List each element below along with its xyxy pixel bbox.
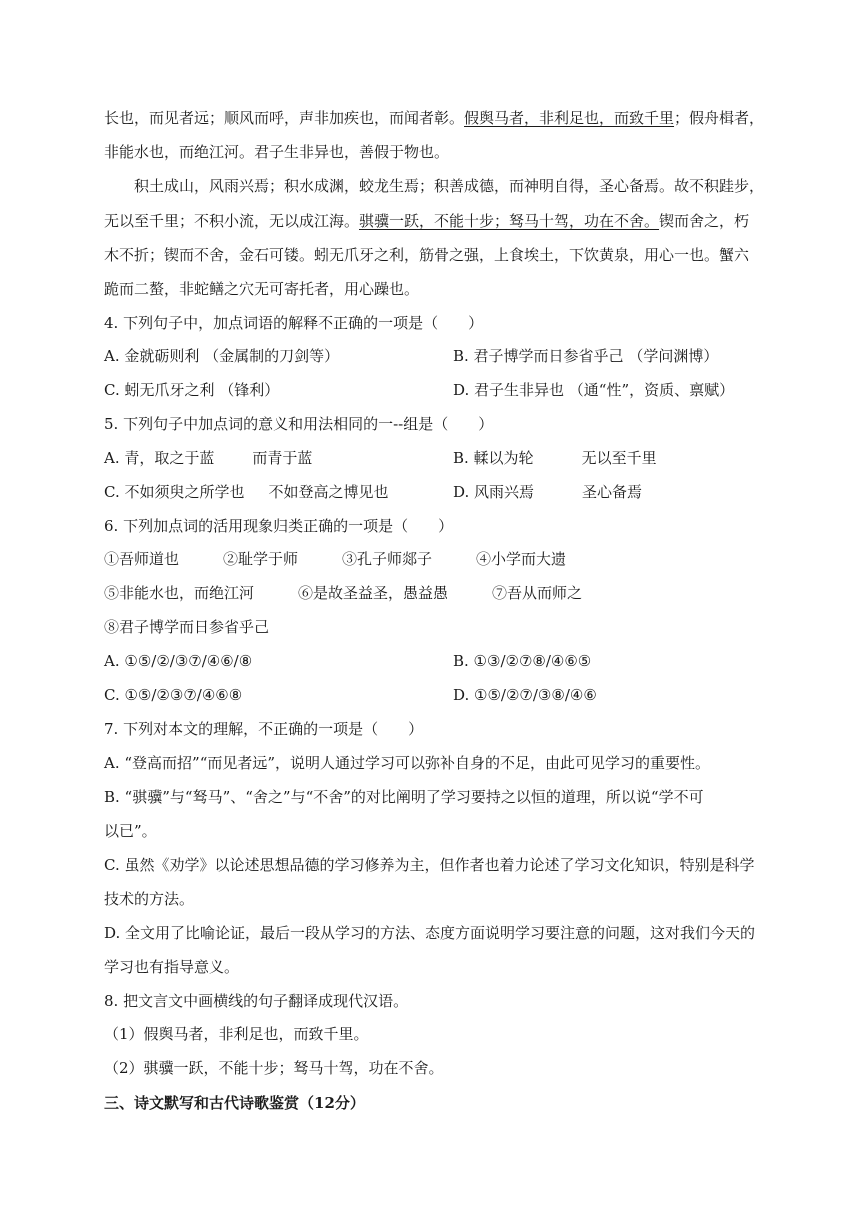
question-7-stem: 7. 下列对本文的理解，不正确的一项是（ ）: [104, 720, 424, 738]
item: ①吾师道也: [104, 550, 180, 568]
question-6-option-b: B. ①③/②⑦⑧/④⑥⑤: [453, 652, 592, 670]
passage-line: 跪而二螯，非蛇鳝之穴无可寄托者，用心躁也。: [104, 280, 420, 298]
question-7-option-c-line-1: C. 虽然《劝学》以论述思想品德的学习修养为主，但作者也着力论述了学习文化知识，特别是科学: [104, 856, 755, 874]
item: ⑦吾从而师之: [492, 584, 583, 602]
item: ④小学而大遗: [476, 550, 567, 568]
option-part: D. 风雨兴焉: [453, 483, 535, 501]
question-5-option-a: [104, 448, 312, 468]
question-6-stem: 6. 下列加点词的活用现象归类正确的一项是（ ）: [104, 517, 454, 535]
question-7-option-c-line-2: 技术的方法。: [104, 890, 195, 908]
passage-line: 积土成山，风雨兴焉；积水成渊，蛟龙生焉；积善成德，而神明自得，圣心备焉。故不积跬步，: [134, 177, 765, 195]
question-6-items-row-2: [104, 583, 582, 603]
option-part: A. 青，取之于蓝: [104, 449, 215, 467]
passage-line: [104, 108, 764, 128]
underlined-sentence-1: 假舆马者，非利足也，而致千里: [464, 109, 675, 127]
question-4-option-b: B. 君子博学而日参省乎己 （学问渊博）: [453, 347, 719, 365]
underlined-sentence-2: 骐骥一跃，不能十步；驽马十驾，功在不舍。: [359, 212, 660, 230]
item: ③孔子师郯子: [342, 550, 433, 568]
passage-line: 木不折；锲而不舍，金石可镂。蚓无爪牙之利，筋骨之强，上食埃土，下饮黄泉，用心一也。蟹六: [104, 246, 750, 264]
question-4-option-a: A. 金就砺则利 （金属制的刀剑等）: [104, 347, 340, 365]
passage-text: 长也，而见者远；顺风而呼，声非加疾也，而闻者彰。: [104, 109, 465, 127]
item: ⑤非能水也，而绝江河: [104, 584, 255, 602]
question-7-option-a: A. “登高而招”“而见者远”，说明人通过学习可以弥补自身的不足，由此可见学习的重要性。: [104, 754, 711, 772]
option-part: 圣心备焉: [582, 483, 643, 501]
option-part: 无以至千里: [581, 449, 657, 467]
question-5-option-d: [453, 482, 642, 502]
question-5-option-b: [453, 448, 657, 468]
question-8-stem: 8. 把文言文中画横线的句子翻译成现代汉语。: [104, 992, 409, 1010]
question-7-option-d-line-1: D. 全文用了比喻论证，最后一段从学习的方法、态度方面说明学习要注意的问题，这对我们今天的: [104, 924, 756, 942]
question-4-option-c: C. 蚓无爪牙之利 （锋利）: [104, 381, 280, 399]
question-5-stem: 5. 下列句子中加点词的意义和用法相同的一--组是（ ）: [104, 415, 494, 433]
option-part: 不如登高之博见也: [268, 483, 389, 501]
item: ②耻学于师: [223, 550, 299, 568]
question-5-option-c: [104, 482, 389, 502]
passage-text: 锲而舍之，朽: [659, 212, 750, 230]
question-7-option-b-line-1: B. “骐骥”与“驽马”、“舍之”与“不舍”的对比阐明了学习要持之以恒的道理，所以说“学不可: [104, 788, 704, 806]
question-6-items-row-3: ⑧君子博学而日参省乎己: [104, 618, 270, 636]
passage-line: 非能水也，而绝江河。君子生非异也，善假于物也。: [104, 143, 450, 161]
item: ⑥是故圣益圣，愚益愚: [298, 584, 449, 602]
option-part: B. 輮以为轮: [453, 449, 534, 467]
question-8-sentence-2: （2）骐骥一跃，不能十步；驽马十驾，功在不舍。: [104, 1059, 444, 1077]
section-3-heading: 三、诗文默写和古代诗歌鉴赏（12分）: [104, 1094, 365, 1112]
question-6-option-a: A. ①⑤/②/③⑦/④⑥/⑧: [104, 652, 253, 670]
question-6-option-c: C. ①⑤/②③⑦/④⑥⑧: [104, 686, 243, 704]
question-7-option-b-line-2: 以已”。: [104, 822, 157, 840]
question-4-stem: 4. 下列句子中，加点词语的解释不正确的一项是（ ）: [104, 314, 484, 332]
question-6-items-row-1: [104, 549, 566, 569]
passage-line: [104, 211, 749, 231]
question-4-option-d: D. 君子生非异也 （通“性”，资质、禀赋）: [453, 381, 735, 399]
question-6-option-d: D. ①⑤/②⑦/③⑧/④⑥: [453, 686, 597, 704]
option-part: 而青于蓝: [252, 449, 313, 467]
passage-text: 无以至千里；不积小流，无以成江海。: [104, 212, 360, 230]
question-7-option-d-line-2: 学习也有指导意义。: [104, 958, 240, 976]
passage-text: ；假舟楫者，: [674, 109, 765, 127]
option-part: C. 不如须臾之所学也: [104, 483, 245, 501]
question-8-sentence-1: （1）假舆马者，非利足也，而致千里。: [104, 1025, 369, 1043]
